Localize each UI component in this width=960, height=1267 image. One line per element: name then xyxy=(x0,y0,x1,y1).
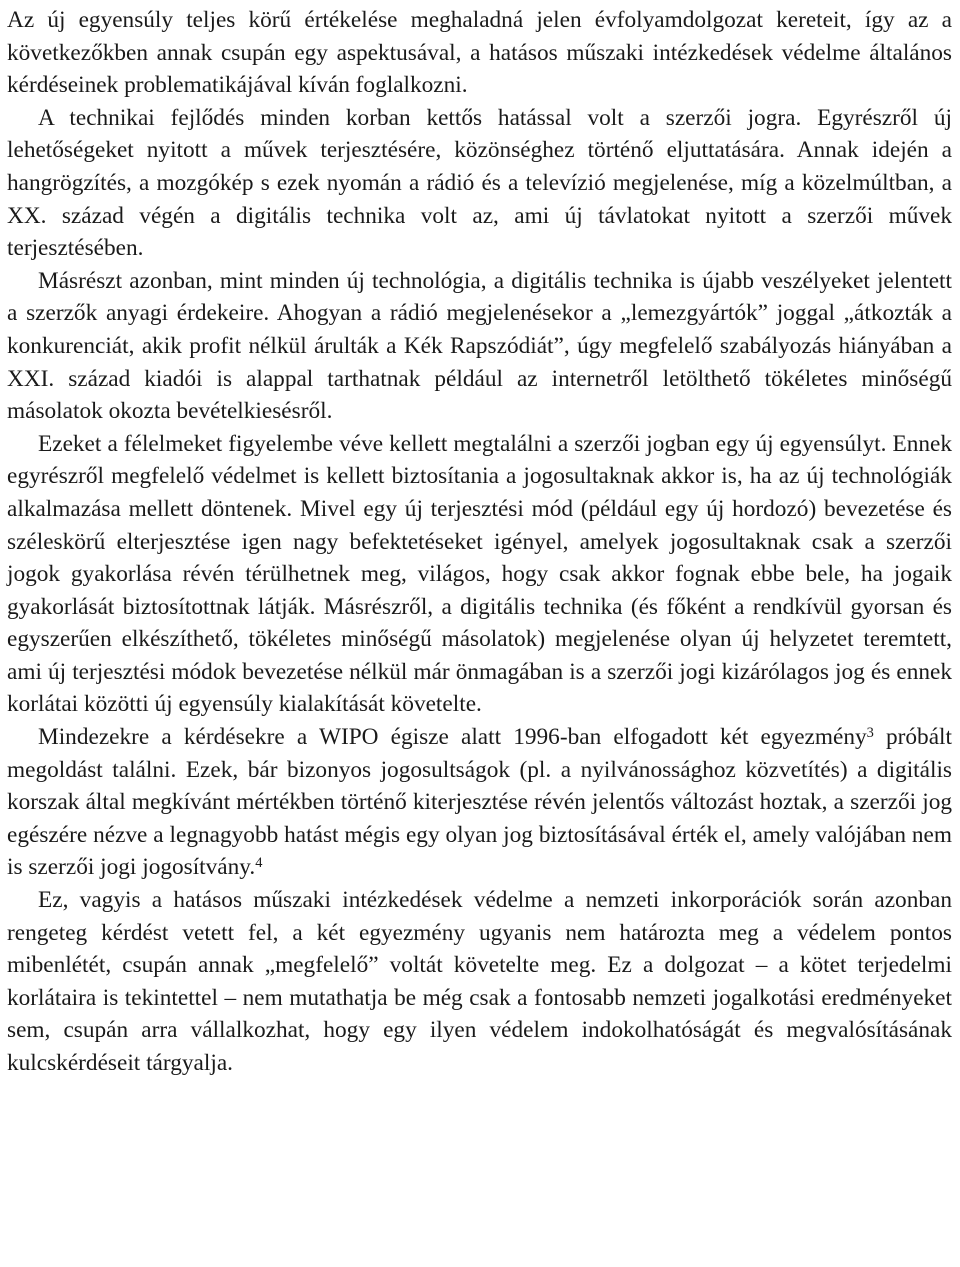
footnote-reference-3[interactable]: 3 xyxy=(866,724,874,741)
paragraph-intro: Az új egyensúly teljes körű értékelése meghaladná jelen évfolyamdolgozat kereteit, így az a következőkben annak csupán egy aspektusával, a hatásos műszaki intézkedések védelme általános kérdéseinek problematikájával kíván foglalkozni. xyxy=(7,7,952,99)
paragraph-digital-dangers: Másrészt azonban, mint minden új technológia, a digitális technika is újabb veszélyeket jelentett a szerzők anyagi érdekeire. Ahogyan a rádió megjelenésekor a „lemezgyártók” joggal „átkozták a konkurenciát, akik profit nélkül árulták a Kék Rapszódiát”, úgy megfelelő szabályozás hiányában a XXI. század kiadói is alappal tarthatnak például az internetről letölthető tökéletes minőségű másolatok okozta bevételkiesésről. xyxy=(7,267,952,425)
footnote-reference-4[interactable]: 4 xyxy=(255,855,263,872)
paragraph-wipo-treaties xyxy=(7,721,952,884)
paragraph-wipo-text-before: Mindezekre a kérdésekre a WIPO égisze alatt 1996-ban elfogadott két egyezmény xyxy=(38,724,867,751)
paragraph-national-incorporation: Ez, vagyis a hatásos műszaki intézkedések védelme a nemzeti inkorporációk során azonban rengeteg kérdést vetett fel, a két egyezmény ugyanis nem határozta meg a védelem pontos mibenlétét, csupán annak „megfelelő” voltát követelte meg. Ez a dolgozat – a kötet terjedelmi korlátaira is tekintettel – nem mutathatja be még csak a fontosabb nemzeti jogalkotási eredményeket sem, csupán arra vállalkozhat, hogy egy ilyen védelem indokolhatóságát és megvalósításának kulcskérdéseit tárgyalja. xyxy=(7,887,952,1076)
paragraph-technical-development: A technikai fejlődés minden korban kettős hatással volt a szerzői jogra. Egyrészről új lehetőségeket nyitott a művek terjesztésére, közönséghez történő eljuttatására. Annak idején a hangrögzítés, a mozgókép s ezek nyomán a rádió és a televízió megjelenése, míg a közelmúltban, a XX. század végén a digitális technika volt az, ami új távlatokat nyitott a szerzői művek terjesztésében. xyxy=(7,104,952,262)
paragraph-wipo-text-after: próbált megoldást találni. Ezek, bár bizonyos jogosultságok (pl. a nyilvánossághoz közvetítés) a digitális korszak által megkívánt mértékben történő kiterjesztése révén jelentős változást hoztak, a szerzői jog egészére nézve a legnagyobb hatást mégis egy olyan jog biztosításával érték el, amely valójában nem is szerzői jogi jogosítvány. xyxy=(7,724,952,881)
paragraph-new-balance: Ezeket a félelmeket figyelembe véve kellett megtalálni a szerzői jogban egy új egyensúlyt. Ennek egyrészről megfelelő védelmet is kellett biztosítania a jogosultaknak akkor is, ha az új technológiák alkalmazása mellett döntenek. Mivel egy új terjesztési mód (például egy új hordozó) bevezetése és széleskörű elterjesztése igen nagy befektetéseket igényel, amelyek jogosultaknak csak a szerzői jogok gyakorlása révén térülhetnek meg, világos, hogy csak akkor fognak ebbe bele, ha jogaik gyakorlását biztosítottnak látják. Másrészről, a digitális technika (és főként a rendkívül gyorsan és egyszerűen elkészíthető, tökéletes minőségű másolatok) megjelenése olyan új helyzetet teremtett, ami új terjesztési módok bevezetése nélkül már önmagában is a szerzői jogi kizárólagos jog és ennek korlátai közötti új egyensúly kialakítását követelte. xyxy=(7,430,952,718)
